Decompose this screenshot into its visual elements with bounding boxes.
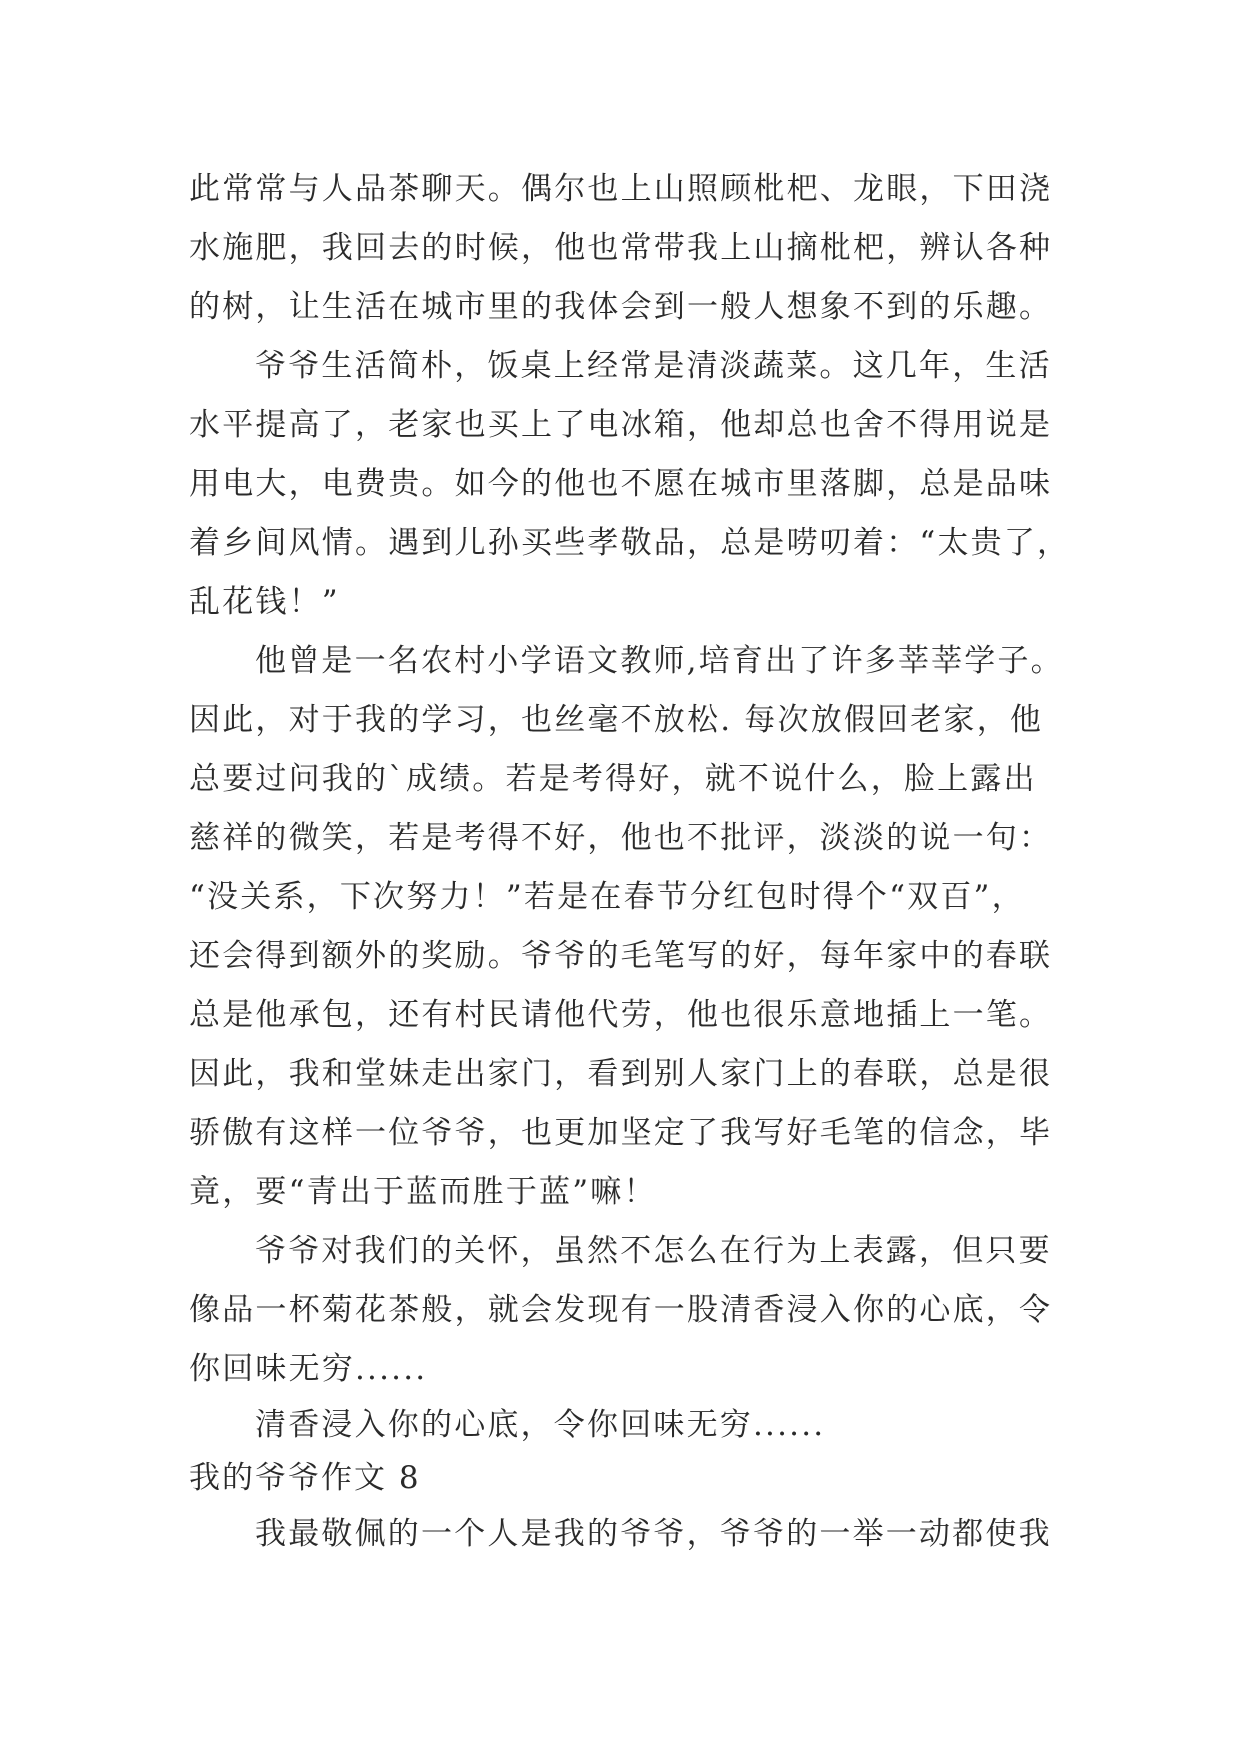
paragraph-start-line: 爷爷生活简朴，饭桌上经常是清淡蔬菜。这几年，生活 [255,348,1052,384]
body-line: 的树，让生活在城市里的我体会到一般人想象不到的乐趣。 [189,289,1053,325]
body-line: 你回味无穷...... [189,1351,428,1387]
paragraph-start-line: 他曾是一名农村小学语文教师,培育出了许多莘莘学子。 [255,643,1064,679]
body-line: 竟，要“青出于蓝而胜于蓝”嘛！ [189,1174,657,1210]
body-line: 着乡间风情。遇到儿孙买些孝敬品，总是唠叨着：“太贵了， [189,525,1071,561]
body-line: 总是他承包，还有村民请他代劳，他也很乐意地插上一笔。 [189,997,1053,1033]
body-line: 还会得到额外的奖励。爷爷的毛笔写的好，每年家中的春联 [189,938,1053,974]
paragraph-start-line: 清香浸入你的心底，令你回味无穷...... [255,1407,826,1443]
paragraph-start-line: 我最敬佩的一个人是我的爷爷，爷爷的一举一动都使我 [255,1516,1052,1552]
paragraph-start-line: 爷爷对我们的关怀，虽然不怎么在行为上表露，但只要 [255,1233,1052,1269]
body-line: “没关系，下次努力！”若是在春节分红包时得个“双百”， [189,879,1025,915]
section-heading: 我的爷爷作文 8 [189,1460,421,1496]
body-line: 骄傲有这样一位爷爷，也更加坚定了我写好毛笔的信念，毕 [189,1115,1053,1151]
body-line: 因此，我和堂妹走出家门，看到别人家门上的春联，总是很 [189,1056,1053,1092]
body-line: 水平提高了，老家也买上了电冰箱，他却总也舍不得用说是 [189,407,1053,443]
body-line: 此常常与人品茶聊天。偶尔也上山照顾枇杷、龙眼，下田浇 [189,171,1053,207]
document-body [189,160,1069,1564]
body-line: 乱花钱！” [189,584,340,620]
body-line: 像品一杯菊花茶般，就会发现有一股清香浸入你的心底，令 [189,1292,1053,1328]
body-line: 慈祥的微笑，若是考得不好，他也不批评，淡淡的说一句： [189,820,1053,856]
body-line: 总要过问我的`成绩。若是考得好，就不说什么，脸上露出 [189,761,1037,797]
body-line: 水施肥，我回去的时候，他也常带我上山摘枇杷，辨认各种 [189,230,1053,266]
body-line: 用电大，电费贵。如今的他也不愿在城市里落脚，总是品味 [189,466,1053,502]
body-line: 因此，对于我的学习，也丝毫不放松. 每次放假回老家，他 [189,702,1044,738]
